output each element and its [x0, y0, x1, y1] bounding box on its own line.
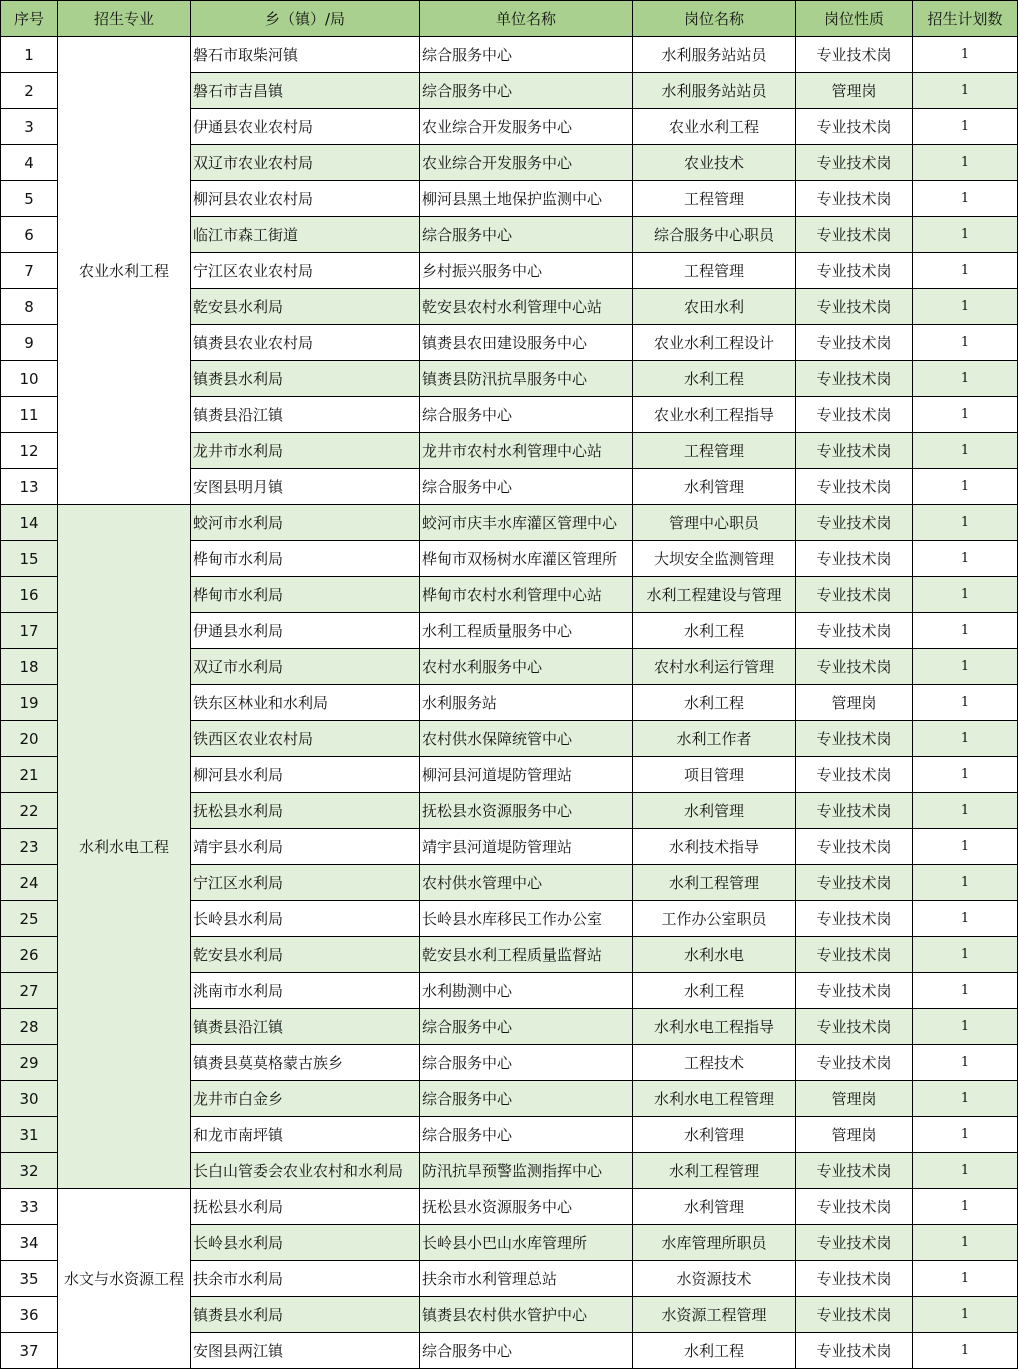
table-cell-plan-count: 1 [913, 793, 1018, 829]
table-cell-plan-count: 1 [913, 37, 1018, 73]
table-cell-position: 水利工程 [633, 685, 796, 721]
table-cell-index: 34 [1, 1225, 58, 1261]
table-cell-index: 23 [1, 829, 58, 865]
table-cell-index: 4 [1, 145, 58, 181]
table-cell-unit: 乡村振兴服务中心 [420, 253, 633, 289]
table-cell-unit: 靖宇县河道堤防管理站 [420, 829, 633, 865]
table-cell-position-type: 管理岗 [796, 1117, 913, 1153]
table-cell-position: 水资源技术 [633, 1261, 796, 1297]
table-cell-position-type: 专业技术岗 [796, 109, 913, 145]
table-cell-position: 工作办公室职员 [633, 901, 796, 937]
table-cell-position-type: 专业技术岗 [796, 1189, 913, 1225]
table-cell-position: 工程管理 [633, 181, 796, 217]
table-cell-unit: 龙井市农村水利管理中心站 [420, 433, 633, 469]
table-cell-plan-count: 1 [913, 1189, 1018, 1225]
table-cell-unit: 乾安县农村水利管理中心站 [420, 289, 633, 325]
header-unit: 单位名称 [420, 1, 633, 37]
table-cell-plan-count: 1 [913, 145, 1018, 181]
table-cell-position: 水利水电工程指导 [633, 1009, 796, 1045]
table-cell-position: 水利工程 [633, 973, 796, 1009]
table-cell-unit: 扶余市水利管理总站 [420, 1261, 633, 1297]
table-cell-position: 农业水利工程 [633, 109, 796, 145]
table-cell-town: 镇赉县水利局 [191, 361, 420, 397]
table-cell-unit: 综合服务中心 [420, 1009, 633, 1045]
table-cell-unit: 综合服务中心 [420, 397, 633, 433]
table-cell-position: 工程管理 [633, 433, 796, 469]
table-cell-position: 工程技术 [633, 1045, 796, 1081]
header-major: 招生专业 [58, 1, 191, 37]
table-cell-position-type: 专业技术岗 [796, 901, 913, 937]
table-cell-position-type: 专业技术岗 [796, 397, 913, 433]
table-cell-unit: 农村水利服务中心 [420, 649, 633, 685]
table-cell-position-type: 管理岗 [796, 1081, 913, 1117]
header-position-type: 岗位性质 [796, 1, 913, 37]
table-cell-town: 长岭县水利局 [191, 901, 420, 937]
table-cell-town: 龙井市白金乡 [191, 1081, 420, 1117]
table-cell-town: 桦甸市水利局 [191, 541, 420, 577]
header-position: 岗位名称 [633, 1, 796, 37]
table-cell-unit: 综合服务中心 [420, 1081, 633, 1117]
table-cell-position: 水利管理 [633, 793, 796, 829]
table-cell-position-type: 专业技术岗 [796, 829, 913, 865]
table-cell-unit: 镇赉县防汛抗旱服务中心 [420, 361, 633, 397]
table-cell-position-type: 专业技术岗 [796, 757, 913, 793]
table-cell-position: 农业技术 [633, 145, 796, 181]
table-cell-position: 水资源工程管理 [633, 1297, 796, 1333]
table-cell-position-type: 专业技术岗 [796, 937, 913, 973]
table-cell-plan-count: 1 [913, 1153, 1018, 1189]
table-cell-index: 14 [1, 505, 58, 541]
table-cell-unit: 长岭县水库移民工作办公室 [420, 901, 633, 937]
table-cell-position: 水利管理 [633, 1117, 796, 1153]
table-cell-plan-count: 1 [913, 325, 1018, 361]
table-body [1, 37, 1018, 1369]
table-cell-index: 27 [1, 973, 58, 1009]
table-cell-position-type: 专业技术岗 [796, 145, 913, 181]
table-cell-unit: 综合服务中心 [420, 73, 633, 109]
table-cell-index: 28 [1, 1009, 58, 1045]
table-cell-town: 临江市森工街道 [191, 217, 420, 253]
table-cell-plan-count: 1 [913, 1009, 1018, 1045]
table-cell-plan-count: 1 [913, 541, 1018, 577]
table-cell-town: 安图县明月镇 [191, 469, 420, 505]
table-cell-unit: 综合服务中心 [420, 1117, 633, 1153]
table-cell-plan-count: 1 [913, 829, 1018, 865]
table-cell-town: 扶余市水利局 [191, 1261, 420, 1297]
table-cell-town: 桦甸市水利局 [191, 577, 420, 613]
table-cell-town: 双辽市水利局 [191, 649, 420, 685]
table-cell-plan-count: 1 [913, 1045, 1018, 1081]
table-cell-index: 11 [1, 397, 58, 433]
table-cell-position: 水利工程 [633, 613, 796, 649]
table-cell-index: 10 [1, 361, 58, 397]
table-cell-plan-count: 1 [913, 757, 1018, 793]
table-cell-plan-count: 1 [913, 505, 1018, 541]
table-cell-town: 和龙市南坪镇 [191, 1117, 420, 1153]
table-cell-unit: 长岭县小巴山水库管理所 [420, 1225, 633, 1261]
table-cell-plan-count: 1 [913, 1261, 1018, 1297]
table-cell-index: 19 [1, 685, 58, 721]
table-cell-unit: 农村供水保障统管中心 [420, 721, 633, 757]
table-cell-town: 柳河县农业农村局 [191, 181, 420, 217]
table-cell-position: 水利工作者 [633, 721, 796, 757]
table-cell-position: 水利工程建设与管理 [633, 577, 796, 613]
table-cell-position: 农业水利工程设计 [633, 325, 796, 361]
table-cell-position-type: 专业技术岗 [796, 1225, 913, 1261]
table-cell-plan-count: 1 [913, 721, 1018, 757]
table-cell-unit: 镇赉县农田建设服务中心 [420, 325, 633, 361]
table-cell-plan-count: 1 [913, 433, 1018, 469]
table-cell-unit: 农业综合开发服务中心 [420, 145, 633, 181]
table-cell-unit: 综合服务中心 [420, 469, 633, 505]
table-cell-town: 靖宇县水利局 [191, 829, 420, 865]
table-cell-unit: 抚松县水资源服务中心 [420, 793, 633, 829]
table-cell-plan-count: 1 [913, 397, 1018, 433]
table-cell-position-type: 管理岗 [796, 685, 913, 721]
table-cell-plan-count: 1 [913, 1117, 1018, 1153]
table-cell-index: 32 [1, 1153, 58, 1189]
table-cell-plan-count: 1 [913, 613, 1018, 649]
table-cell-position-type: 专业技术岗 [796, 37, 913, 73]
table-cell-unit: 防汛抗旱预警监测指挥中心 [420, 1153, 633, 1189]
table-cell-position: 水利工程 [633, 361, 796, 397]
header-town: 乡（镇）/局 [191, 1, 420, 37]
table-cell-town: 镇赉县水利局 [191, 1297, 420, 1333]
table-cell-position: 农业水利工程指导 [633, 397, 796, 433]
table-cell-town: 乾安县水利局 [191, 289, 420, 325]
table-cell-index: 29 [1, 1045, 58, 1081]
table-cell-index: 3 [1, 109, 58, 145]
table-cell-unit: 抚松县水资源服务中心 [420, 1189, 633, 1225]
table-cell-position-type: 专业技术岗 [796, 1333, 913, 1369]
table-cell-index: 18 [1, 649, 58, 685]
table-cell-index: 7 [1, 253, 58, 289]
table-cell-position-type: 专业技术岗 [796, 793, 913, 829]
table-cell-unit: 综合服务中心 [420, 1333, 633, 1369]
table-cell-unit: 水利服务站 [420, 685, 633, 721]
table-cell-position: 农田水利 [633, 289, 796, 325]
table-cell-index: 33 [1, 1189, 58, 1225]
table-cell-plan-count: 1 [913, 937, 1018, 973]
table-cell-town: 铁西区农业农村局 [191, 721, 420, 757]
table-cell-position: 水利水电 [633, 937, 796, 973]
table-cell-position: 农村水利运行管理 [633, 649, 796, 685]
table-cell-unit: 综合服务中心 [420, 217, 633, 253]
table-cell-town: 洮南市水利局 [191, 973, 420, 1009]
table-cell-unit: 桦甸市农村水利管理中心站 [420, 577, 633, 613]
table-cell-plan-count: 1 [913, 865, 1018, 901]
table-cell-position-type: 专业技术岗 [796, 1153, 913, 1189]
table-cell-town: 柳河县水利局 [191, 757, 420, 793]
table-cell-position: 水利工程 [633, 1333, 796, 1369]
table-cell-position-type: 专业技术岗 [796, 1009, 913, 1045]
table-cell-plan-count: 1 [913, 217, 1018, 253]
table-cell-index: 37 [1, 1333, 58, 1369]
table-cell-unit: 柳河县黑土地保护监测中心 [420, 181, 633, 217]
table-row [1, 505, 1018, 541]
table-cell-plan-count: 1 [913, 181, 1018, 217]
table-cell-town: 镇赉县莫莫格蒙古族乡 [191, 1045, 420, 1081]
table-cell-town: 长白山管委会农业农村和水利局 [191, 1153, 420, 1189]
table-cell-unit: 水利勘测中心 [420, 973, 633, 1009]
table-cell-plan-count: 1 [913, 973, 1018, 1009]
table-cell-position-type: 专业技术岗 [796, 1045, 913, 1081]
table-cell-index: 36 [1, 1297, 58, 1333]
table-cell-index: 16 [1, 577, 58, 613]
table-cell-position-type: 专业技术岗 [796, 253, 913, 289]
table-cell-index: 12 [1, 433, 58, 469]
table-cell-position: 水利工程管理 [633, 1153, 796, 1189]
table-cell-position-type: 专业技术岗 [796, 613, 913, 649]
table-cell-index: 30 [1, 1081, 58, 1117]
table-cell-position-type: 专业技术岗 [796, 649, 913, 685]
table-cell-position: 水利管理 [633, 469, 796, 505]
table-row [1, 1189, 1018, 1225]
table-cell-position: 大坝安全监测管理 [633, 541, 796, 577]
table-cell-position-type: 专业技术岗 [796, 973, 913, 1009]
table-cell-index: 31 [1, 1117, 58, 1153]
table-cell-town: 抚松县水利局 [191, 793, 420, 829]
table-cell-town: 磐石市取柴河镇 [191, 37, 420, 73]
table-cell-position-type: 专业技术岗 [796, 541, 913, 577]
table-cell-plan-count: 1 [913, 361, 1018, 397]
table-cell-town: 双辽市农业农村局 [191, 145, 420, 181]
table-cell-plan-count: 1 [913, 289, 1018, 325]
table-cell-index: 13 [1, 469, 58, 505]
table-cell-position-type: 专业技术岗 [796, 1297, 913, 1333]
table-cell-position-type: 专业技术岗 [796, 361, 913, 397]
header-plan-count: 招生计划数 [913, 1, 1018, 37]
table-cell-town: 抚松县水利局 [191, 1189, 420, 1225]
table-cell-index: 6 [1, 217, 58, 253]
header-index: 序号 [1, 1, 58, 37]
table-cell-position-type: 专业技术岗 [796, 181, 913, 217]
table-cell-position: 水库管理所职员 [633, 1225, 796, 1261]
table-cell-index: 26 [1, 937, 58, 973]
table-cell-position-type: 专业技术岗 [796, 865, 913, 901]
table-cell-index: 24 [1, 865, 58, 901]
table-cell-position: 水利服务站站员 [633, 37, 796, 73]
table-cell-plan-count: 1 [913, 73, 1018, 109]
table-cell-plan-count: 1 [913, 469, 1018, 505]
table-cell-index: 5 [1, 181, 58, 217]
table-cell-index: 20 [1, 721, 58, 757]
table-cell-unit: 农业综合开发服务中心 [420, 109, 633, 145]
table-cell-major: 农业水利工程 [58, 37, 191, 505]
table-cell-index: 21 [1, 757, 58, 793]
table-cell-position: 水利水电工程管理 [633, 1081, 796, 1117]
table-cell-position-type: 管理岗 [796, 73, 913, 109]
table-cell-town: 龙井市水利局 [191, 433, 420, 469]
table-cell-unit: 柳河县河道堤防管理站 [420, 757, 633, 793]
table-cell-town: 乾安县水利局 [191, 937, 420, 973]
table-cell-plan-count: 1 [913, 577, 1018, 613]
table-cell-position: 水利管理 [633, 1189, 796, 1225]
table-cell-unit: 综合服务中心 [420, 37, 633, 73]
table-cell-unit: 农村供水管理中心 [420, 865, 633, 901]
table-cell-position-type: 专业技术岗 [796, 469, 913, 505]
table-cell-unit: 综合服务中心 [420, 1045, 633, 1081]
table-cell-position: 工程管理 [633, 253, 796, 289]
table-cell-plan-count: 1 [913, 1081, 1018, 1117]
table-cell-major: 水利水电工程 [58, 505, 191, 1189]
table-cell-unit: 水利工程质量服务中心 [420, 613, 633, 649]
table-cell-position-type: 专业技术岗 [796, 289, 913, 325]
table-cell-plan-count: 1 [913, 685, 1018, 721]
table-cell-index: 35 [1, 1261, 58, 1297]
table-cell-town: 蛟河市水利局 [191, 505, 420, 541]
table-cell-plan-count: 1 [913, 1225, 1018, 1261]
table-cell-position: 管理中心职员 [633, 505, 796, 541]
table-cell-unit: 镇赉县农村供水管护中心 [420, 1297, 633, 1333]
table-cell-index: 15 [1, 541, 58, 577]
table-cell-town: 镇赉县沿江镇 [191, 397, 420, 433]
table-cell-index: 8 [1, 289, 58, 325]
table-cell-index: 1 [1, 37, 58, 73]
table-cell-unit: 桦甸市双杨树水库灌区管理所 [420, 541, 633, 577]
table-cell-unit: 乾安县水利工程质量监督站 [420, 937, 633, 973]
table-cell-town: 伊通县水利局 [191, 613, 420, 649]
table-cell-town: 磐石市吉昌镇 [191, 73, 420, 109]
table-cell-position: 水利工程管理 [633, 865, 796, 901]
table-cell-position-type: 专业技术岗 [796, 577, 913, 613]
header-row [1, 1, 1018, 37]
table-cell-position: 水利服务站站员 [633, 73, 796, 109]
table-row [1, 37, 1018, 73]
table-cell-town: 铁东区林业和水利局 [191, 685, 420, 721]
table-cell-position-type: 专业技术岗 [796, 505, 913, 541]
table-cell-town: 镇赉县沿江镇 [191, 1009, 420, 1045]
table-cell-position: 项目管理 [633, 757, 796, 793]
table-cell-town: 伊通县农业农村局 [191, 109, 420, 145]
table-cell-plan-count: 1 [913, 901, 1018, 937]
table-cell-plan-count: 1 [913, 1333, 1018, 1369]
table-cell-position-type: 专业技术岗 [796, 433, 913, 469]
table-cell-major: 水文与水资源工程 [58, 1189, 191, 1369]
table-cell-plan-count: 1 [913, 253, 1018, 289]
table-cell-town: 长岭县水利局 [191, 1225, 420, 1261]
table-cell-town: 安图县两江镇 [191, 1333, 420, 1369]
table-cell-position: 综合服务中心职员 [633, 217, 796, 253]
table-cell-plan-count: 1 [913, 109, 1018, 145]
table-cell-position-type: 专业技术岗 [796, 217, 913, 253]
table-cell-index: 2 [1, 73, 58, 109]
table-cell-index: 17 [1, 613, 58, 649]
table-cell-position: 水利技术指导 [633, 829, 796, 865]
table-cell-position-type: 专业技术岗 [796, 325, 913, 361]
table-cell-unit: 蛟河市庆丰水库灌区管理中心 [420, 505, 633, 541]
table-cell-town: 宁江区水利局 [191, 865, 420, 901]
table-cell-plan-count: 1 [913, 1297, 1018, 1333]
table-cell-index: 22 [1, 793, 58, 829]
table-cell-index: 25 [1, 901, 58, 937]
table-cell-town: 宁江区农业农村局 [191, 253, 420, 289]
table-cell-position-type: 专业技术岗 [796, 721, 913, 757]
table-cell-plan-count: 1 [913, 649, 1018, 685]
table-cell-index: 9 [1, 325, 58, 361]
table-cell-position-type: 专业技术岗 [796, 1261, 913, 1297]
table-cell-town: 镇赉县农业农村局 [191, 325, 420, 361]
